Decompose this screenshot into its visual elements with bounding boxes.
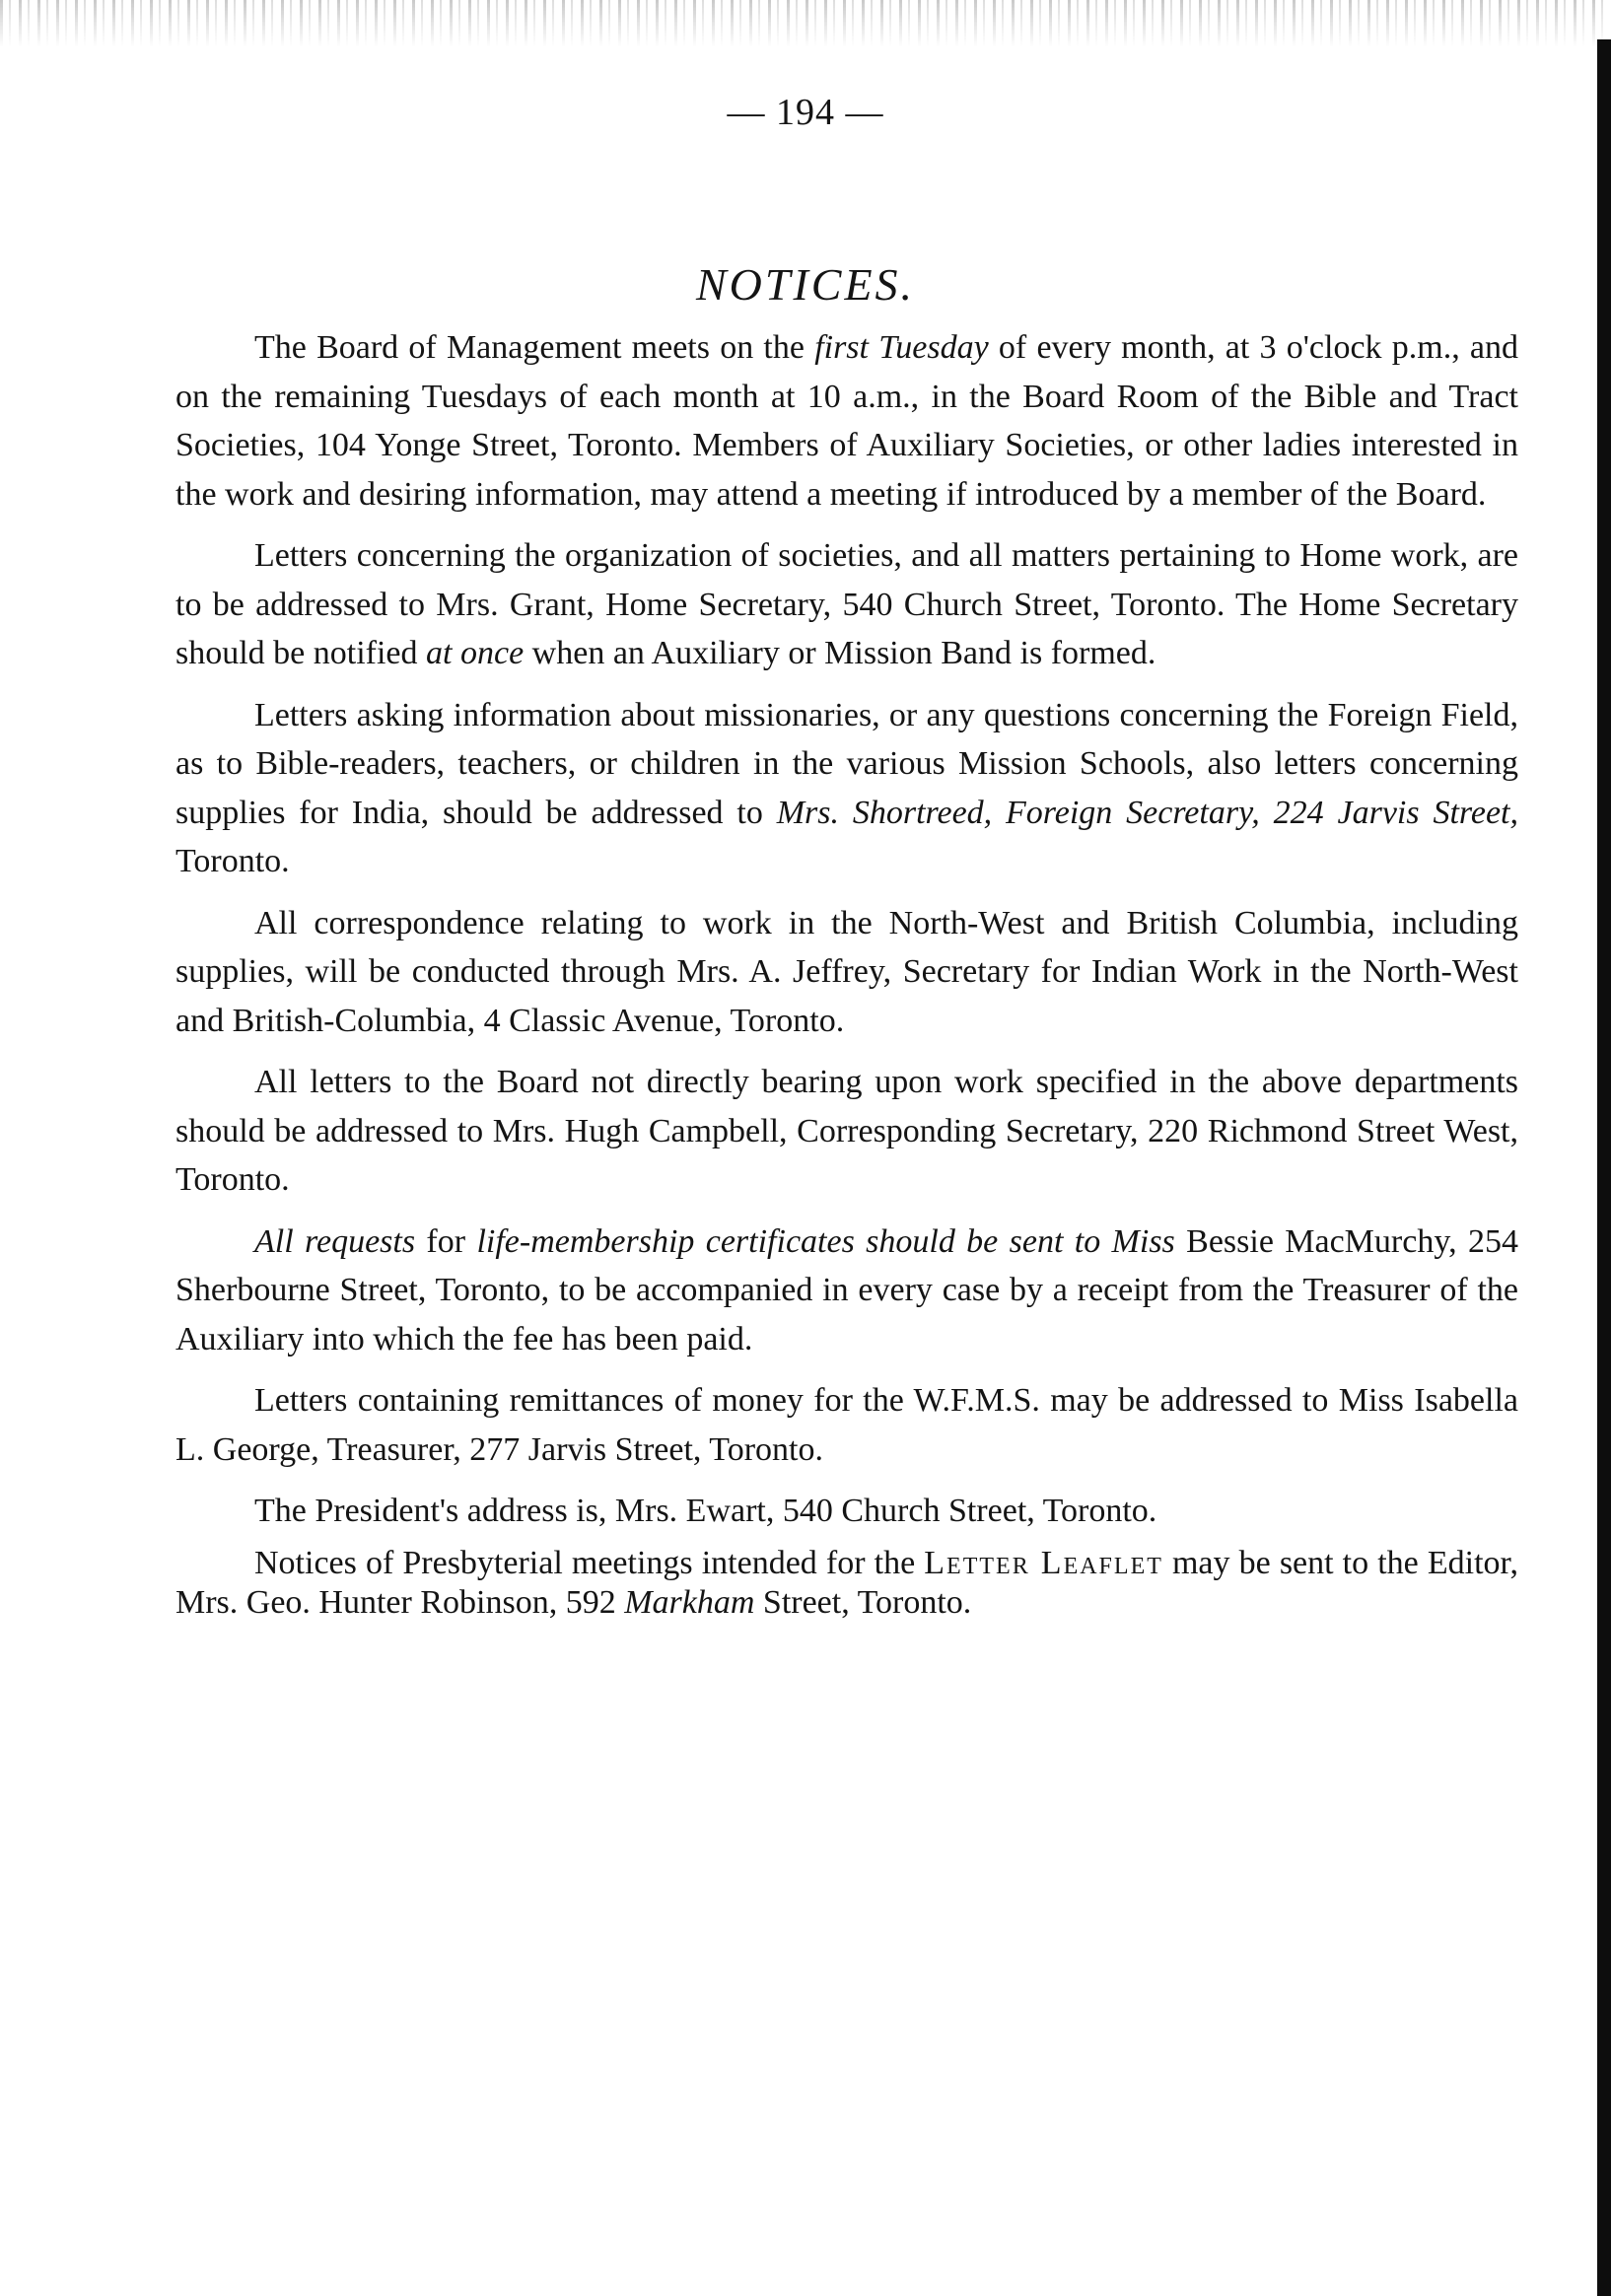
paragraph-treasurer: Letters containing remittances of money for the W.F.M.S. may be addressed to Miss Isabella L. George, Treasurer, 277 Jarvis Street, Toronto. — [175, 1382, 1518, 1468]
scan-edge-right — [1597, 39, 1611, 2296]
emphasis-text: All requests — [254, 1222, 416, 1260]
emphasis-text: life-membership certificates should be sent to Miss — [476, 1222, 1175, 1260]
paragraph-foreign-secretary — [175, 691, 1518, 886]
publication-name: Letter Leaflet — [924, 1544, 1163, 1581]
paragraph-text: Street, Toronto. — [754, 1583, 972, 1621]
paragraph-text: when an Auxiliary or Mission Band is formed. — [524, 635, 1156, 671]
page-number: — 194 — — [727, 92, 884, 133]
page-title: NOTICES. — [695, 259, 916, 310]
emphasis-text: at once — [426, 635, 525, 671]
paragraph-board-meetings — [175, 323, 1518, 519]
paragraph-president: The President's address is, Mrs. Ewart, 540 Church Street, Toronto. — [254, 1493, 1157, 1529]
paragraph-text: may be sent to the Editor, Mrs. Geo. Hunter Robinson, 592 — [175, 1544, 1518, 1621]
paragraph-text: for — [415, 1222, 477, 1260]
paragraph-text: Bessie MacMurchy, 254 Sherbourne Street, Toronto, to be accompanied in every case by a receipt from the Treasurer of the Auxiliary into which the fee has been paid. — [175, 1222, 1518, 1357]
paragraph-text: Letters asking information about missionaries, or any questions concerning the Foreign Field, as to Bible-readers, teachers, or children in the various Mission Schools, also letters concerning supplies for India, should be addressed to — [175, 696, 1518, 831]
emphasis-text: Markham — [624, 1583, 755, 1621]
paragraph-text: Notices of Presbyterial meetings intended for the — [254, 1544, 925, 1581]
paragraph-indian-work: All correspondence relating to work in the North-West and British Columbia, including supplies, will be conducted through Mrs. A. Jeffrey, Secretary for Indian Work in the North-West and British-Columbia, 4 Classic Avenue, Toronto. — [175, 904, 1518, 1039]
paragraph-presbyterial-notices — [175, 1544, 1518, 1623]
paragraph-text: Toronto. — [175, 843, 290, 879]
paragraph-text: Letters concerning the organization of societies, and all matters pertaining to Home work, are to be addressed to Mrs. Grant, Home Secretary, 540 Church Street, Toronto. The Home Secretary should be notified — [175, 537, 1518, 671]
paragraph-text: of every month, at 3 o'clock p.m., and on the remaining Tuesdays of each month at 10 a.m., in the Board Room of the Bible and Tract Societies, 104 Yonge Street, Toronto. Members of Auxiliary Societies, or other ladies interested in the work and desiring information, may attend a meeting if introduced by a member of the Board. — [175, 329, 1519, 513]
scan-noise-top — [0, 0, 1611, 59]
emphasis-text: first Tuesday — [814, 329, 989, 366]
paragraph-text: The Board of Management meets on the — [254, 329, 815, 366]
emphasis-text: Mrs. Shortreed, Foreign Secretary, 224 Jarvis Street, — [776, 794, 1518, 831]
paragraph-corresponding-secretary: All letters to the Board not directly bearing upon work specified in the above departments should be addressed to Mrs. Hugh Campbell, Corresponding Secretary, 220 Richmond Street West, Toronto. — [175, 1064, 1518, 1198]
paragraph-life-membership — [175, 1218, 1518, 1364]
notices-body — [175, 323, 1518, 1635]
paragraph-home-secretary — [175, 531, 1518, 678]
